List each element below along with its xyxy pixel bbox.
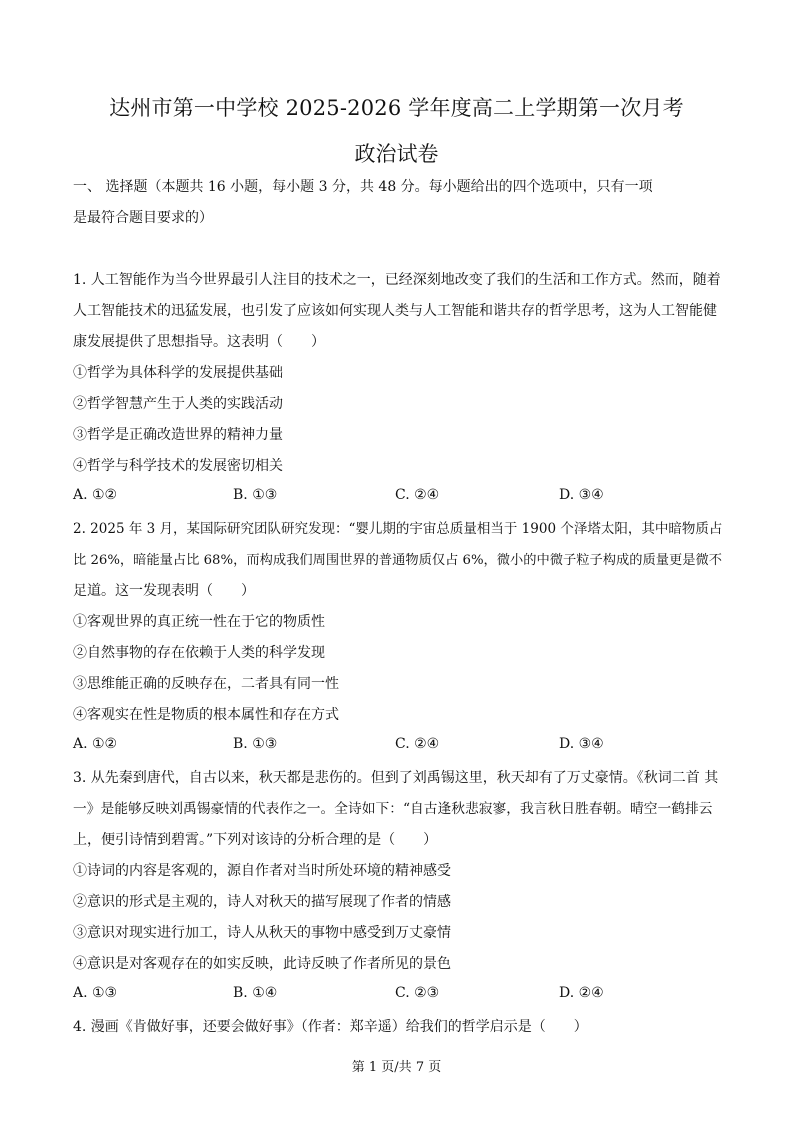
question-3-options — [73, 985, 723, 1007]
question-3-option-d[interactable]: D. ②④ — [559, 985, 604, 1001]
section-heading-line1: 一、 选择题（本题共 16 小题，每小题 3 分，共 48 分。每小题给出的四个选项中，只有一项 — [73, 179, 653, 195]
question-2-options — [73, 736, 723, 758]
question-3-statement-2: ②意识的形式是主观的，诗人对秋天的描写展现了作者的情感 — [73, 894, 451, 910]
question-3-statement-3: ③意识对现实进行加工，诗人从秋天的事物中感受到万丈豪情 — [73, 925, 451, 941]
question-3-line-3: 上，便引诗情到碧霄。”下列对该诗的分析合理的是（ ） — [73, 832, 438, 848]
question-3-option-a[interactable]: A. ①③ — [73, 985, 118, 1001]
exam-subtitle: 政治试卷 — [354, 142, 439, 166]
question-1-line-1: 1. 人工智能作为当今世界最引人注目的技术之一，已经深刻地改变了我们的生活和工作方式。然而，随着 — [73, 272, 721, 288]
question-2-option-a[interactable]: A. ①② — [73, 736, 118, 752]
question-1-statement-3: ③哲学是正确改造世界的精神力量 — [73, 427, 283, 443]
question-3-statement-1: ①诗词的内容是客观的，源自作者对当时所处环境的精神感受 — [73, 863, 451, 879]
question-1-option-a[interactable]: A. ①② — [73, 487, 118, 503]
question-2-line-3: 足道。这一发现表明（ ） — [73, 583, 255, 599]
question-2-statement-1: ①客观世界的真正统一性在于它的物质性 — [73, 614, 325, 630]
question-2-option-c[interactable]: C. ②④ — [395, 736, 440, 752]
question-1-line-3: 康发展提供了思想指导。这表明（ ） — [73, 334, 325, 350]
section-heading-line2: 是最符合题目要求的） — [73, 210, 213, 226]
question-1-statement-4: ④哲学与科学技术的发展密切相关 — [73, 458, 283, 474]
question-3-option-b[interactable]: B. ①④ — [233, 985, 278, 1001]
question-2-option-d[interactable]: D. ③④ — [559, 736, 604, 752]
question-2-statement-3: ③思维能正确的反映存在，二者具有同一性 — [73, 676, 339, 692]
question-2-line-1: 2. 2025 年 3 月，某国际研究团队研究发现：“婴儿期的宇宙总质量相当于 1900 个泽塔太阳，其中暗物质占 — [73, 521, 723, 537]
question-1-option-b[interactable]: B. ①③ — [233, 487, 278, 503]
page-footer: 第 1 页/共 7 页 — [351, 1060, 442, 1075]
question-3-statement-4: ④意识是对客观存在的如实反映，此诗反映了作者所见的景色 — [73, 956, 451, 972]
question-2-option-b[interactable]: B. ①③ — [233, 736, 278, 752]
question-3-option-c[interactable]: C. ②③ — [395, 985, 440, 1001]
question-2-line-2: 比 26%，暗能量占比 68%，而构成我们周围世界的普通物质仅占 6%，微小的中微子粒子构成的质量更是微不 — [73, 553, 723, 568]
question-2-statement-2: ②自然事物的存在依赖于人类的科学发现 — [73, 645, 325, 661]
question-1-option-c[interactable]: C. ②④ — [395, 487, 440, 503]
question-1-statement-2: ②哲学智慧产生于人类的实践活动 — [73, 396, 283, 412]
question-1-option-d[interactable]: D. ③④ — [559, 487, 604, 503]
question-1-line-2: 人工智能技术的迅猛发展，也引发了应该如何实现人类与人工智能和谐共存的哲学思考，这为人工智能健 — [73, 303, 717, 319]
question-1-statement-1: ①哲学为具体科学的发展提供基础 — [73, 365, 283, 381]
question-3-line-2: 一》是能够反映刘禹锡豪情的代表作之一。全诗如下：“自古逢秋悲寂寥，我言秋日胜春朝。晴空一鹤排云 — [73, 801, 713, 817]
question-2-statement-4: ④客观实在性是物质的根本属性和存在方式 — [73, 707, 339, 723]
question-3-line-1: 3. 从先秦到唐代，自古以来，秋天都是悲伤的。但到了刘禹锡这里，秋天却有了万丈豪情。《秋词二首 其 — [73, 770, 719, 786]
question-4-line-1: 4. 漫画《肯做好事，还要会做好事》（作者：郑辛遥）给我们的哲学启示是（ ） — [73, 1019, 588, 1035]
exam-title: 达州市第一中学校 2025-2026 学年度高二上学期第一次月考 — [109, 96, 684, 120]
question-1-options — [73, 487, 723, 509]
